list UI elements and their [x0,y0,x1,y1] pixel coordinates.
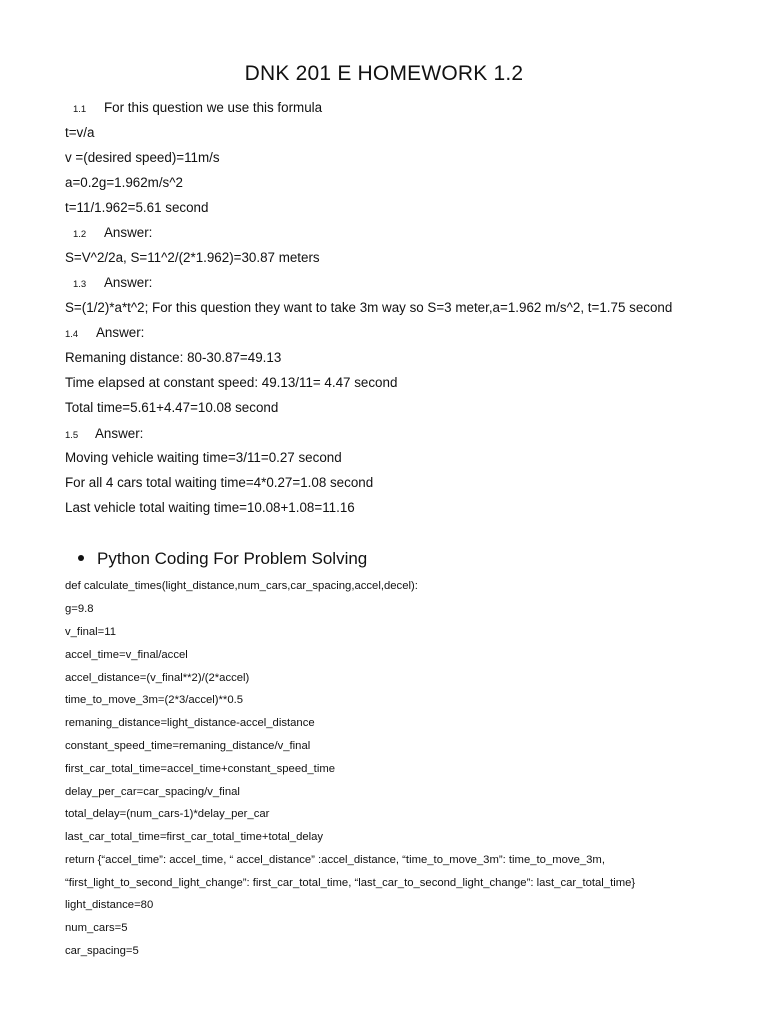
question-number: 1.2 [73,229,87,240]
question-number: 1.1 [73,104,87,115]
python-section-heading [78,549,367,569]
question-heading-1-4 [65,325,144,340]
answer-line: Last vehicle total waiting time=10.08+1.08=11.16 [65,500,355,515]
bullet-icon [78,555,84,561]
question-number: 1.3 [73,279,87,290]
answer-line: t=v/a [65,125,95,140]
answer-line: For all 4 cars total waiting time=4*0.27=1.08 second [65,475,374,490]
code-line: remaning_distance=light_distance-accel_distance [65,717,315,729]
code-line: last_car_total_time=first_car_total_time+total_delay [65,831,324,843]
question-heading-1-3 [73,275,152,290]
code-line: light_distance=80 [65,899,154,911]
question-text: Answer: [95,426,144,441]
question-text: Answer: [104,225,153,240]
code-line: car_spacing=5 [65,945,139,957]
answer-line: S=V^2/2a, S=11^2/(2*1.962)=30.87 meters [65,250,320,265]
page-title: DNK 201 E HOMEWORK 1.2 [244,62,524,85]
code-line: return {“accel_time”: accel_time, “ accel_distance” :accel_distance, “time_to_move_3m”: time_to_move_3m, [65,854,605,866]
code-line: total_delay=(num_cars-1)*delay_per_car [65,808,270,820]
section-heading-text: Python Coding For Problem Solving [97,549,368,568]
question-number: 1.5 [65,430,79,441]
question-number: 1.4 [65,329,79,340]
code-line: first_car_total_time=accel_time+constant_speed_time [65,763,336,775]
answer-line: S=(1/2)*a*t^2; For this question they want to take 3m way so S=3 meter,a=1.962 m/s^2, t=1.75 second [65,300,673,315]
code-line: g=9.8 [65,603,94,615]
code-line: time_to_move_3m=(2*3/accel)**0.5 [65,694,244,706]
answer-line: Moving vehicle waiting time=3/11=0.27 second [65,450,342,465]
code-line: num_cars=5 [65,922,128,934]
answer-line: Time elapsed at constant speed: 49.13/11= 4.47 second [65,375,398,390]
question-text: Answer: [104,275,153,290]
code-line: delay_per_car=car_spacing/v_final [65,786,240,798]
code-line: constant_speed_time=remaning_distance/v_final [65,740,311,752]
question-heading-1-5 [65,426,143,441]
code-line: accel_distance=(v_final**2)/(2*accel) [65,672,250,684]
code-line: def calculate_times(light_distance,num_cars,car_spacing,accel,decel): [65,580,418,592]
answer-line: v =(desired speed)=11m/s [65,150,220,165]
code-line: v_final=11 [65,626,116,638]
question-text: For this question we use this formula [104,100,323,115]
answer-line: t=11/1.962=5.61 second [65,200,209,215]
answer-line: a=0.2g=1.962m/s^2 [65,175,183,190]
code-line: “first_light_to_second_light_change”: first_car_total_time, “last_car_to_second_light_change”: last_car_total_time} [65,877,636,889]
question-heading-1-1 [73,100,322,115]
code-line: accel_time=v_final/accel [65,649,188,661]
answer-line: Total time=5.61+4.47=10.08 second [65,400,279,415]
answer-line: Remaning distance: 80-30.87=49.13 [65,350,282,365]
question-text: Answer: [96,325,145,340]
question-heading-1-2 [73,225,152,240]
